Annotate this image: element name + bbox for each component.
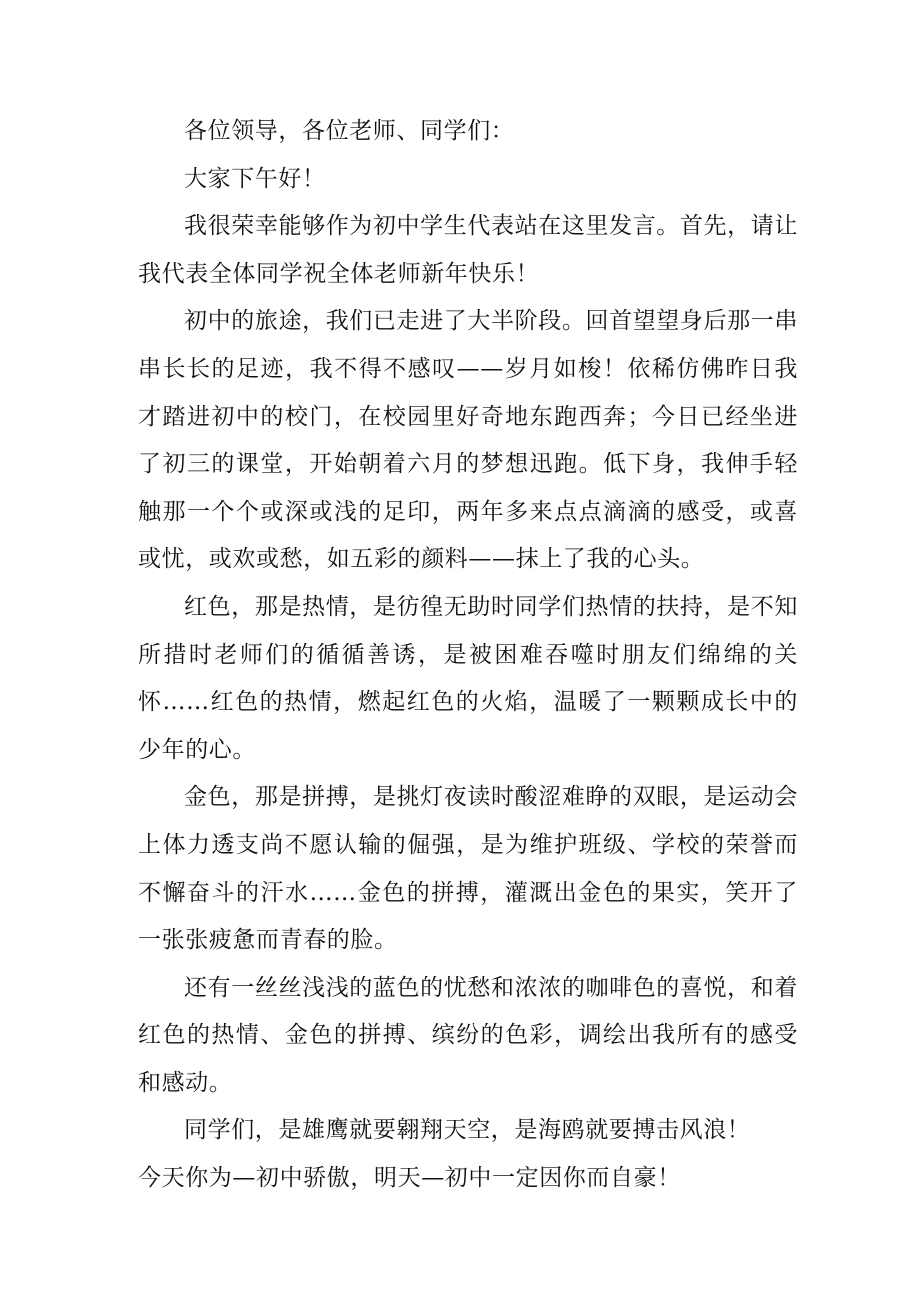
speech-text xyxy=(138,108,798,1203)
paragraph-intro: 我很荣幸能够作为初中学生代表站在这里发言。首先，请让我代表全体同学祝全体老师新年快乐！ xyxy=(138,213,798,287)
paragraph-red: 红色，那是热情，是彷徨无助时同学们热情的扶持，是不知所措时老师们的循循善诱，是被困难吞噬时朋友们绵绵的关怀……红色的热情，燃起红色的火焰，温暖了一颗颗成长中的少年的心。 xyxy=(138,593,798,763)
greeting: 大家下午好！ xyxy=(184,165,326,192)
paragraph-blue: 还有一丝丝浅浅的蓝色的忧愁和浓浓的咖啡色的喜悦，和着红色的热情、金色的拼搏、缤纷的色彩，调绘出我所有的感受和感动。 xyxy=(138,974,798,1096)
closing-line: 今天你为—初中骄傲，明天—初中一定因你而自豪！ xyxy=(138,1165,681,1192)
paragraph-gold: 金色，那是拼搏，是挑灯夜读时酸涩难睁的双眼，是运动会上体力透支尚不愿认输的倔强，是为维护班级、学校的荣誉而不懈奋斗的汗水……金色的拼搏，灌溉出金色的果实，笑开了一张张疲惫而青春的脸。 xyxy=(138,784,798,954)
paragraph-eagle: 同学们，是雄鹰就要翱翔天空，是海鸥就要搏击风浪！ xyxy=(184,1117,751,1144)
salutation: 各位领导，各位老师、同学们： xyxy=(184,118,515,144)
paragraph-journey: 初中的旅途，我们已走进了大半阶段。回首望望身后那一串串长长的足迹，我不得不感叹——岁月如梭！依稀仿佛昨日我才踏进初中的校门，在校园里好奇地东跑西奔；今日已经坐进了初三的课堂，开始朝着六月的梦想迅跑。低下身，我伸手轻触那一个个或深或浅的足印，两年多来点点滴滴的感受，或喜或忧，或欢或愁，如五彩的颜料——抹上了我的心头。 xyxy=(138,308,798,573)
